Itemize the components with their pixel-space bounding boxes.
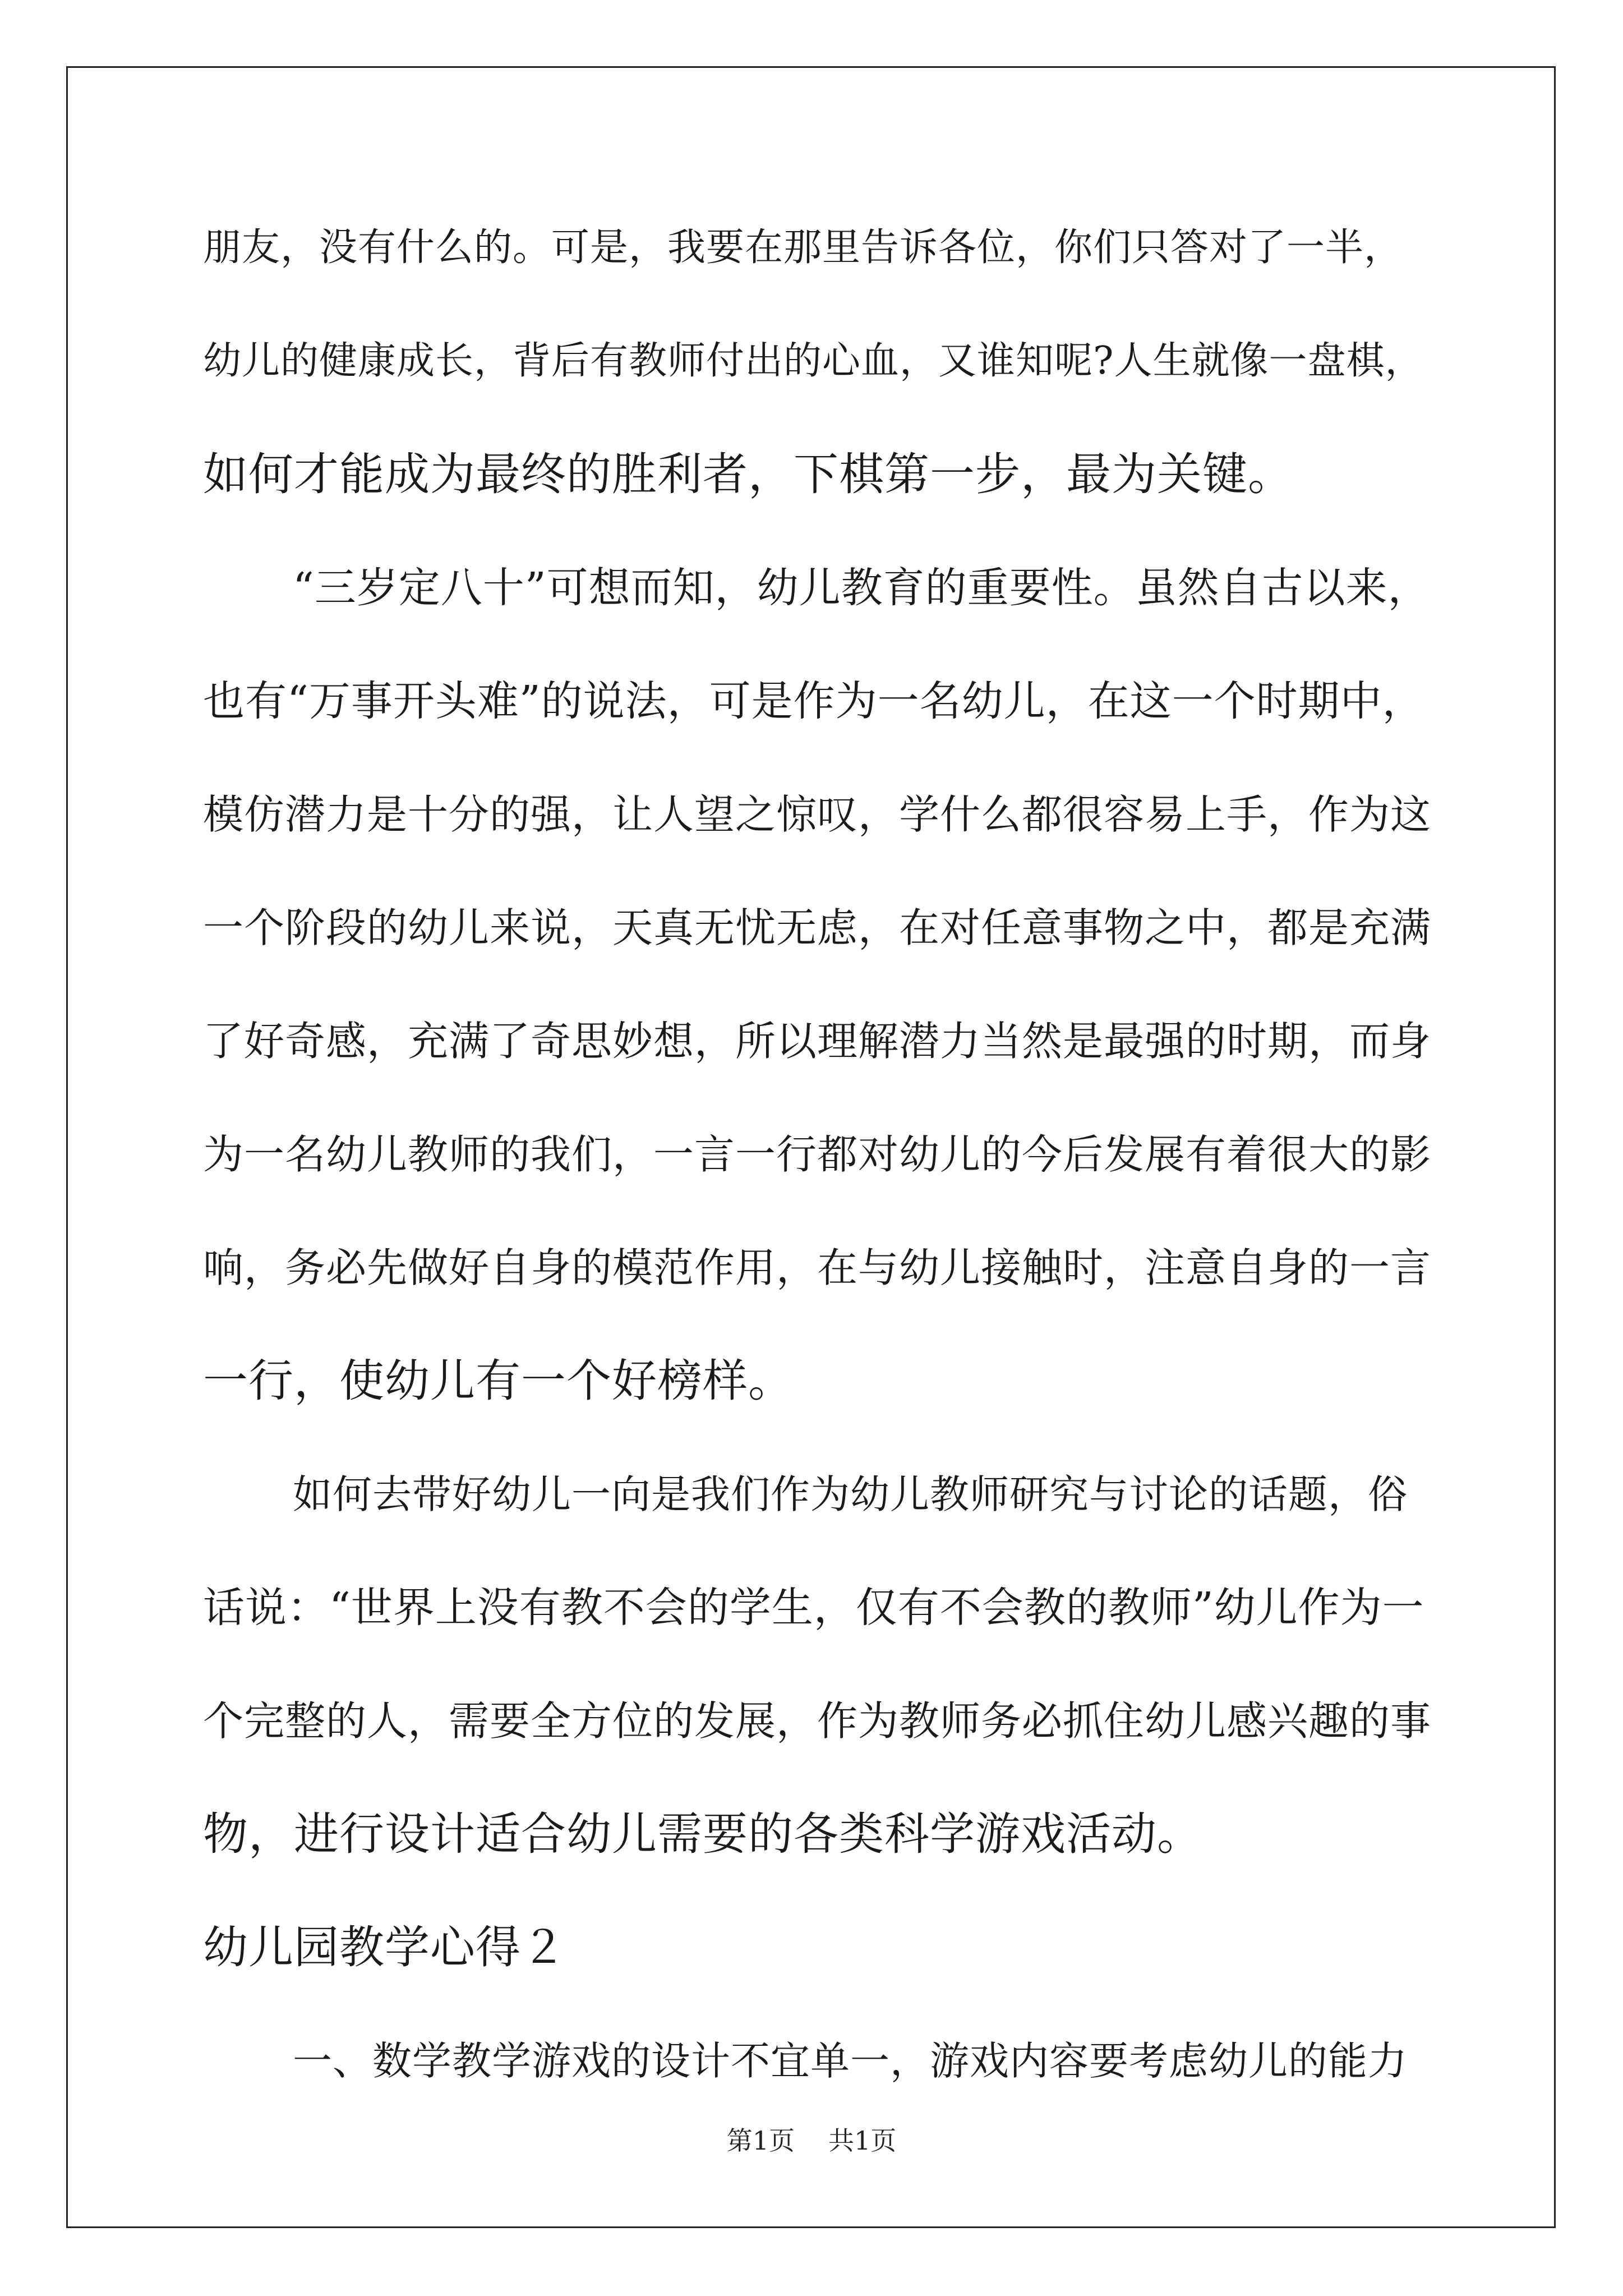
text-line-14: 个完整的人，需要全方位的发展，作为教师务必抓住幼儿感兴趣的事 — [203, 1697, 1432, 1745]
text-line-8: 了好奇感，充满了奇思妙想，所以理解潜力当然是最强的时期，而身 — [203, 1018, 1432, 1065]
text-line-2: 幼儿的健康成长，背后有教师付出的心血，又谁知呢?人生就像一盘棋， — [203, 339, 1424, 383]
text-line-1: 朋友，没有什么的。可是，我要在那里告诉各位，你们只答对了一半， — [203, 226, 1403, 270]
page-footer — [0, 2124, 1623, 2157]
document-body — [203, 203, 1437, 2129]
text-line-9: 为一名幼儿教师的我们，一言一行都对幼儿的今后发展有着很大的影 — [203, 1131, 1432, 1178]
text-line-3: 如何才能成为最终的胜利者，下棋第一步，最为关键。 — [203, 448, 1293, 500]
text-line-5: 也有“万事开头难”的说法，可是作为一名幼儿，在这一个时期中， — [203, 677, 1424, 725]
page-total: 共1页 — [828, 2125, 897, 2156]
text-line-10: 响，务必先做好自身的模范作用，在与幼儿接触时，注意自身的一言 — [203, 1244, 1432, 1291]
text-line-12: 如何去带好幼儿一向是我们作为幼儿教师研究与讨论的话题，俗 — [293, 1471, 1408, 1517]
page-number: 第1页 — [726, 2125, 795, 2156]
text-line-6: 模仿潜力是十分的强，让人望之惊叹，学什么都很容易上手，作为这 — [203, 791, 1432, 838]
text-line-11: 一行，使幼儿有一个好榜样。 — [203, 1355, 794, 1407]
text-line-7: 一个阶段的幼儿来说，天真无忧无虑，在对任意事物之中，都是充满 — [203, 904, 1432, 951]
text-line-4: “三岁定八十”可想而知，幼儿教育的重要性。虽然自古以来， — [293, 564, 1430, 612]
text-line-17: 一、数学教学游戏的设计不宜单一，游戏内容要考虑幼儿的能力 — [293, 2038, 1408, 2084]
text-line-13: 话说：“世界上没有教不会的学生，仅有不会教的教师”幼儿作为一 — [203, 1584, 1424, 1632]
text-line-15: 物，进行设计适合幼儿需要的各类科学游戏活动。 — [203, 1808, 1202, 1860]
section-heading: 幼儿园教学心得２ — [203, 1921, 566, 1973]
